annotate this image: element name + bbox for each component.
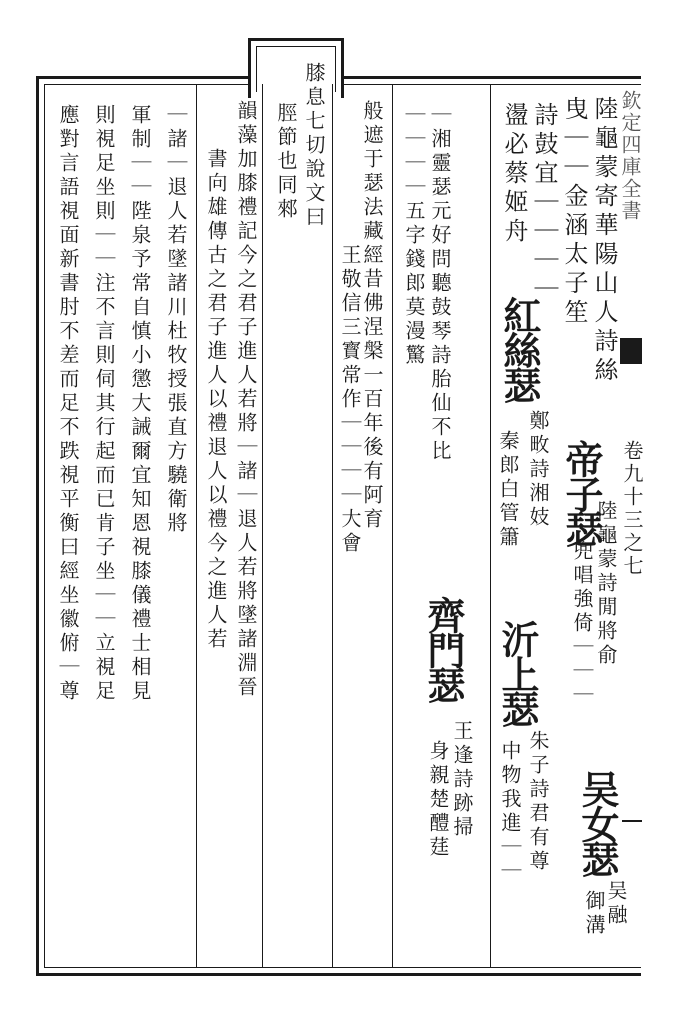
- headword-note: 中物我進｜｜: [498, 740, 522, 884]
- headword-note: 身親楚醴莛: [426, 740, 450, 860]
- headword-wunv-se: 吴女瑟: [575, 770, 620, 875]
- headword-note: 朱子詩君有尊: [526, 730, 550, 874]
- column-rule: [490, 84, 491, 968]
- entry-head-column: 膝息七切說文曰: [302, 62, 326, 230]
- text-column-7: 般遮于瑟法藏經昔佛涅槃一百年後有阿育: [360, 100, 384, 532]
- text-column-5: ｜湘靈瑟元好問聽鼓琴詩胎仙不比: [428, 104, 452, 464]
- margin-tick: [622, 820, 642, 822]
- headword-qimen-se: 齊門瑟: [421, 596, 466, 701]
- headword-note: 王逢詩跡掃: [450, 720, 474, 840]
- text-column-1: 陸龜蒙寄華陽山人詩絲: [590, 96, 618, 386]
- text-column-11: 韻藻加膝禮記今之君子進人若將｜諸｜退人若將墜諸淵晉: [234, 100, 258, 700]
- headword-note: 陸龜蒙詩閒將俞: [594, 500, 618, 668]
- book-title: 欽定四庫全書: [618, 90, 642, 222]
- column-rule: [332, 84, 333, 968]
- headword-yishang-se: 沂上瑟: [495, 620, 540, 725]
- headword-note: 吴融: [604, 880, 628, 928]
- headword-note: 秦郎白管簫: [496, 430, 520, 550]
- column-rule: [262, 84, 263, 968]
- column-rule: [392, 84, 393, 968]
- text-column-4: 盪必蔡姬舟: [500, 102, 528, 247]
- text-column-2: 曳｜｜金涵太子笙: [560, 96, 588, 328]
- text-column-16: 應對言語視面新書肘不差而足不跌視平衡曰經坐徽俯｜尊: [56, 104, 80, 704]
- headword-note: 鄭畋詩湘妓: [526, 410, 550, 530]
- text-column-12: 書向雄傳古之君子進人以禮退人以禮今之進人若: [204, 148, 228, 652]
- text-column-15: 則視足坐則｜｜注不言則伺其行起而已肯子坐｜｜立視足: [92, 104, 116, 704]
- headword-note: 御溝: [582, 890, 606, 938]
- text-column-13: ｜諸｜退人若墜諸川杜牧授張直方驍衛將: [164, 104, 188, 536]
- text-column-8: 王敬信三寳常作｜｜｜｜大會: [338, 244, 362, 556]
- headword-dizi-se: 帝子瑟: [559, 440, 604, 545]
- headword-hongsi-se: 紅絲瑟: [497, 296, 542, 401]
- headword-note: 兜唱強倚｜｜｜: [570, 540, 594, 708]
- text-column-6: ｜｜｜｜五字錢郎莫漫驚: [402, 104, 426, 368]
- text-column-3: 詩鼓宜｜｜｜｜: [530, 102, 558, 305]
- entry-definition-column: 脛節也同郲: [274, 102, 298, 222]
- column-rule: [196, 84, 197, 968]
- volume-label: 卷九十三之七: [620, 440, 644, 578]
- fishtail-mark: [620, 338, 642, 364]
- text-column-14: 軍制｜｜陛泉予常自慎小懲大誡爾宜知恩視膝儀禮士相見: [128, 104, 152, 704]
